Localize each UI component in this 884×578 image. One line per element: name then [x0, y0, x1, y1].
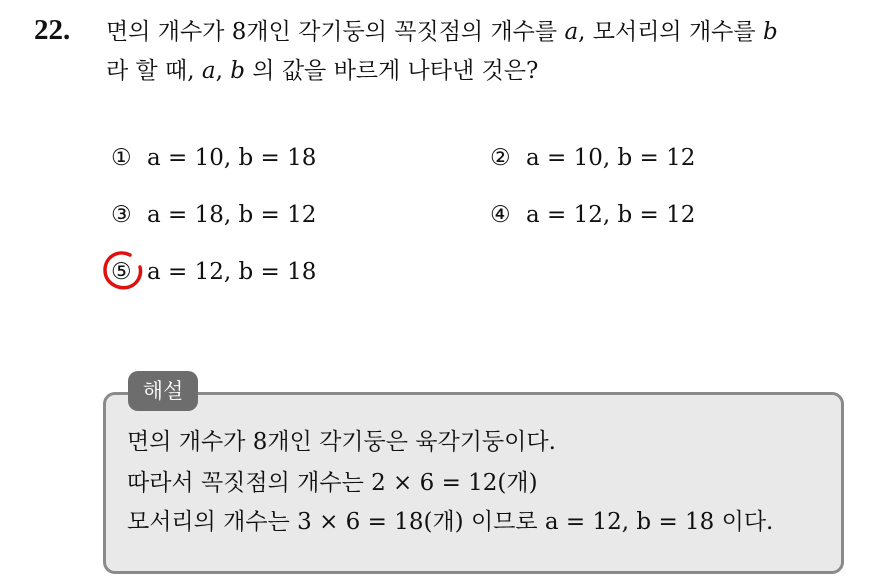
solution-line-3: 모서리의 개수는 3 × 6 = 18(개) 이므로 a = 12, b = 18 이다. [127, 509, 774, 535]
option-3[interactable] [111, 200, 316, 230]
question-number: 22. [34, 14, 71, 46]
option-text: a = 18, b = 12 [147, 202, 317, 228]
option-text: a = 10, b = 12 [526, 145, 696, 171]
variable-b: b [762, 19, 778, 45]
option-text: a = 12, b = 12 [526, 202, 696, 228]
option-number: ③ [111, 202, 132, 228]
option-text: a = 10, b = 18 [147, 145, 317, 171]
question-text: 라 할 때, [106, 58, 202, 84]
question-text: 면의 개수가 8개인 각기둥의 꼭짓점의 개수를 [106, 19, 565, 45]
answer-circle-stroke [105, 253, 141, 288]
answer-circle-mark [100, 247, 146, 293]
variable-a: a [564, 19, 579, 45]
solution-tag: 해설 [128, 371, 198, 411]
solution-line-2: 따라서 꼭짓점의 개수는 2 × 6 = 12(개) [127, 470, 538, 496]
variable-b: b [230, 58, 245, 84]
option-number: ② [490, 145, 511, 171]
variable-a: a [201, 58, 216, 84]
option-2[interactable] [490, 143, 695, 173]
option-number: ⑤ [111, 259, 132, 285]
solution-line-1: 면의 개수가 8개인 각기둥은 육각기둥이다. [127, 429, 556, 455]
question-text: 의 값을 바르게 나타낸 것은? [244, 58, 539, 84]
question-line-2 [106, 55, 538, 87]
question-line-1 [106, 16, 778, 48]
question-text: , [215, 58, 231, 84]
option-4[interactable] [490, 200, 695, 230]
option-text: a = 12, b = 18 [147, 259, 317, 285]
option-number: ④ [490, 202, 511, 228]
question-text: , 모서리의 개수를 [578, 19, 763, 45]
option-number: ① [111, 145, 132, 171]
option-1[interactable] [111, 143, 316, 173]
